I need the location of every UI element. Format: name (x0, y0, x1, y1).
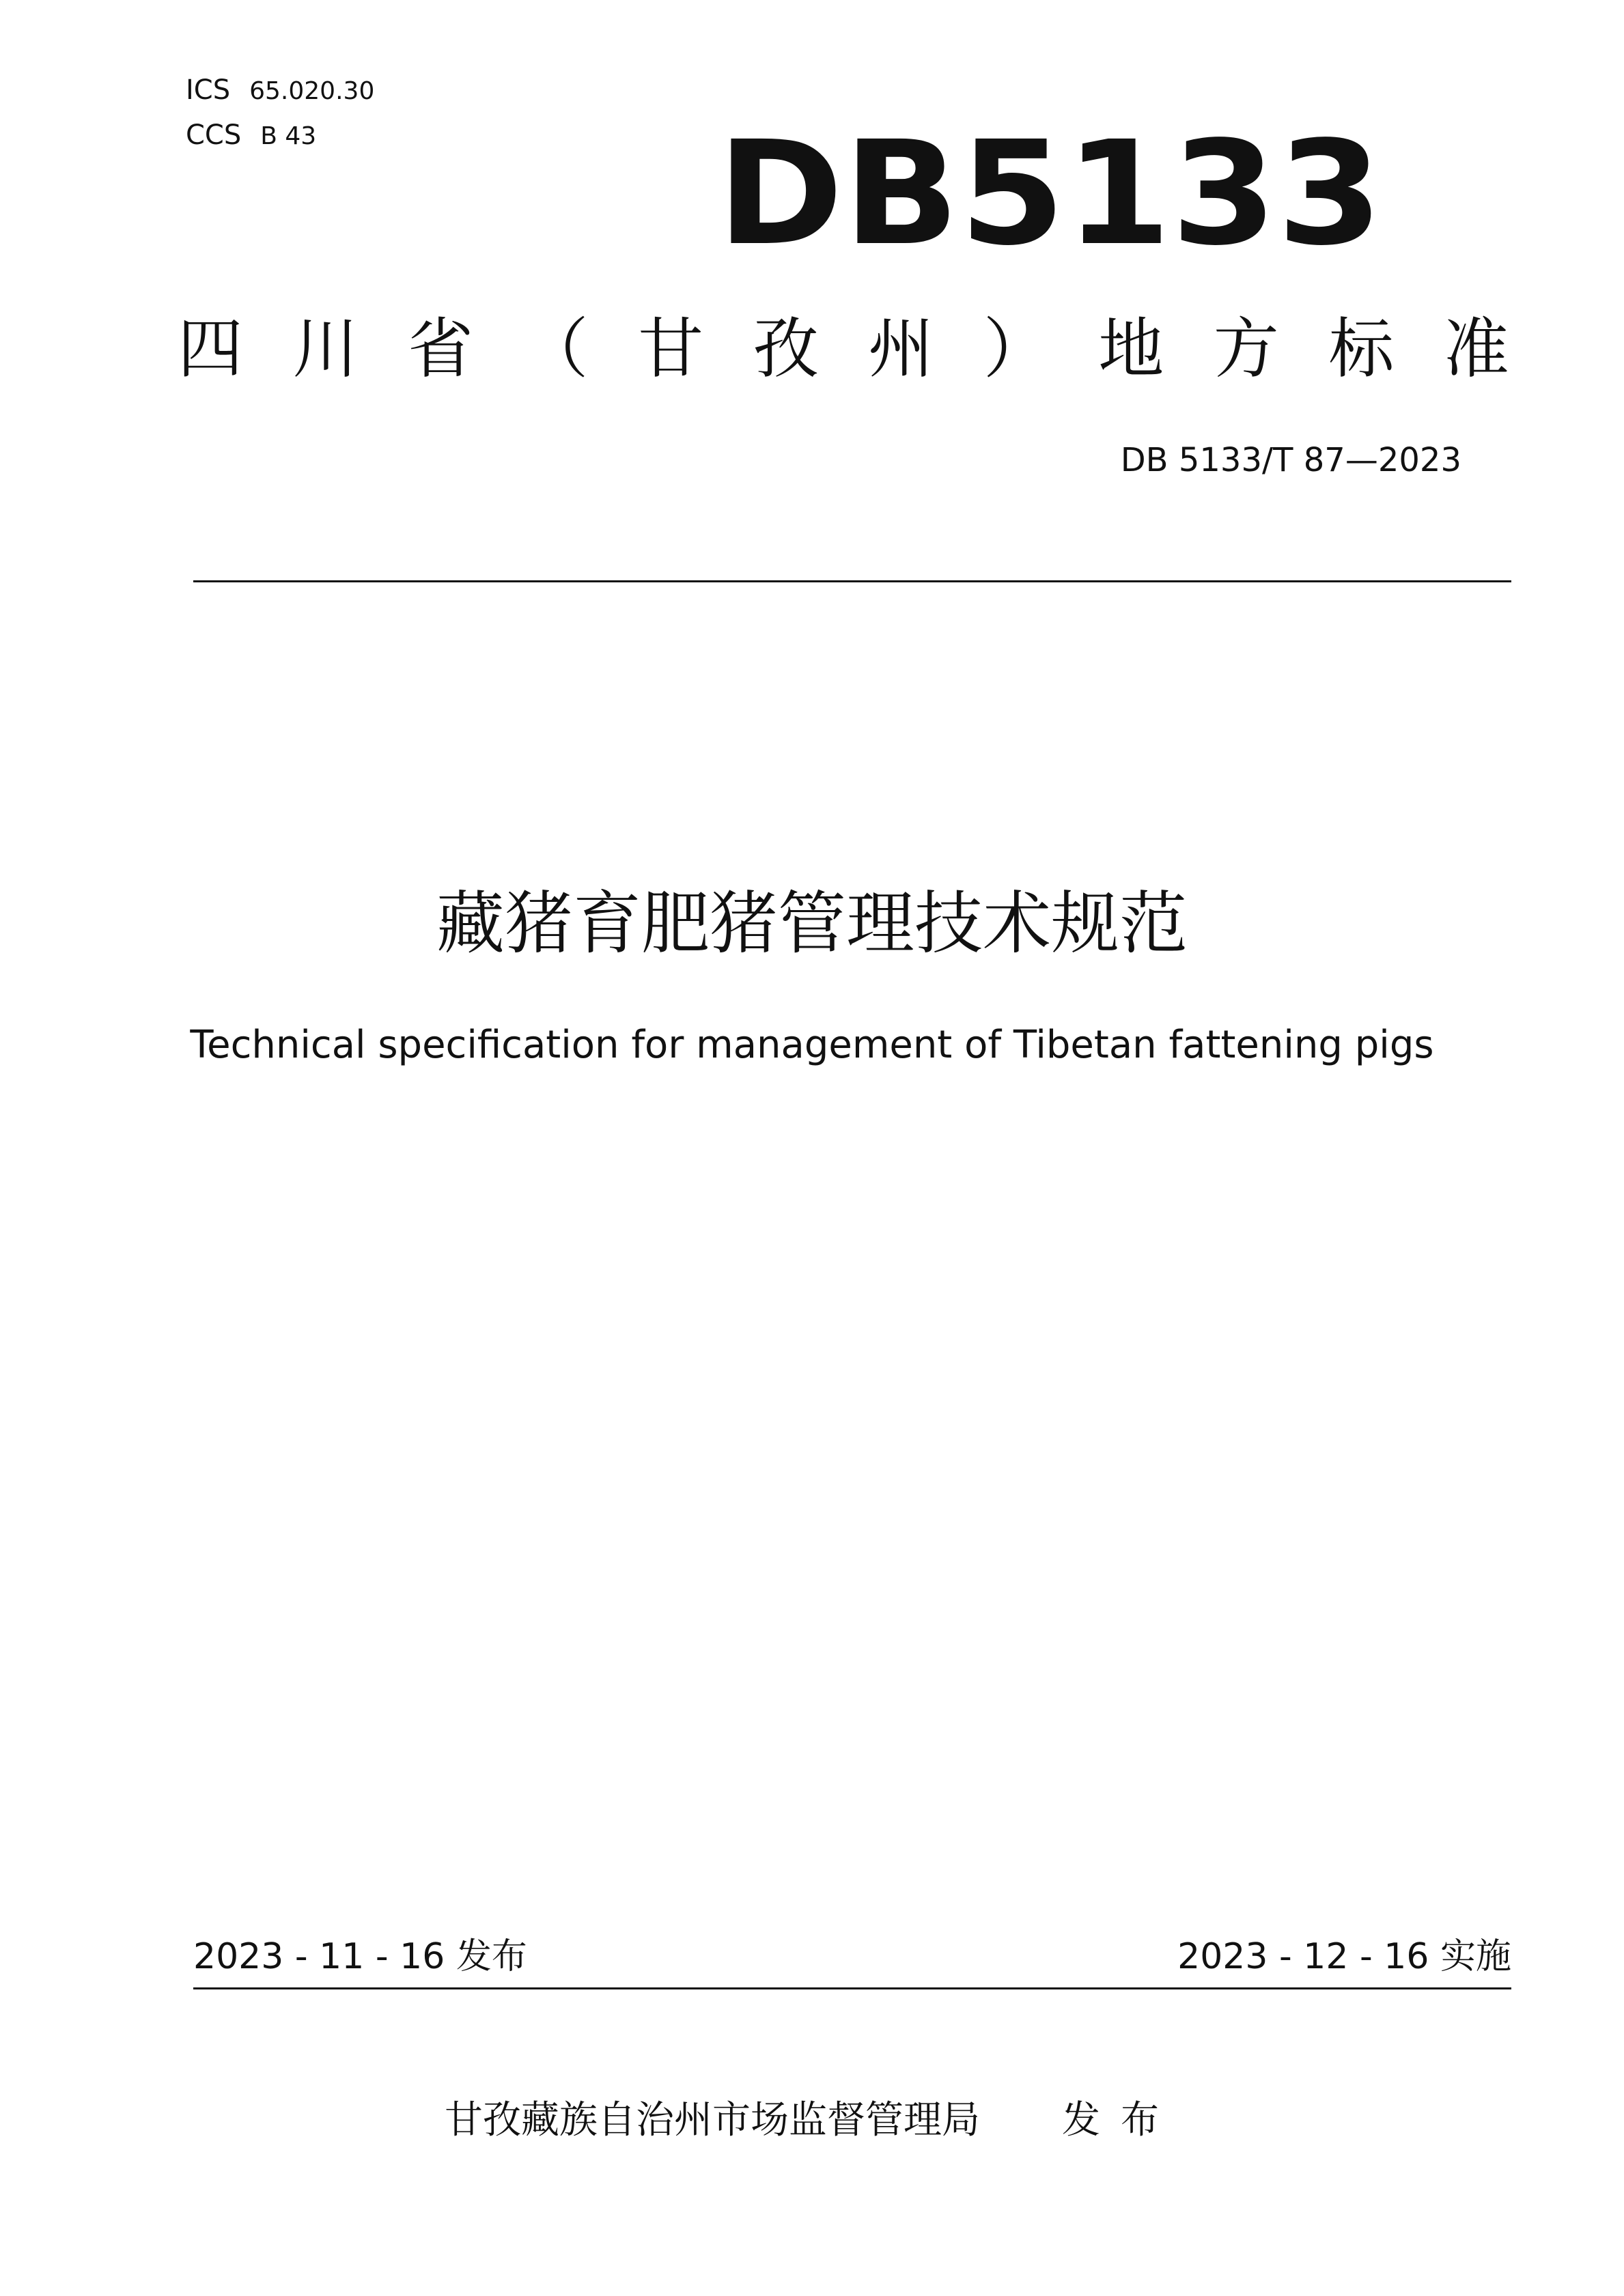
authority-char: 四 (178, 311, 243, 387)
authority-title (178, 311, 1509, 387)
ics-label: ICS (186, 74, 231, 106)
publish-date: 2023 - 11 - 16 发布 (193, 1936, 527, 1977)
document-title-en: Technical specification for management of Tibetan fattening pigs (190, 1023, 1434, 1067)
document-title-zh: 藏猪育肥猪管理技术规范 (436, 883, 1188, 963)
ics-classification (186, 76, 374, 104)
publisher-name: 甘孜藏族自治州市场监督管理局 (445, 2098, 980, 2142)
authority-char: ） (983, 311, 1049, 387)
authority-char: 孜 (753, 311, 819, 387)
ccs-code: B 43 (260, 122, 317, 150)
ccs-classification (186, 119, 317, 151)
db-logo (717, 128, 1386, 258)
implement-date: 2023 - 12 - 16 实施 (1177, 1936, 1511, 1977)
publish-word: 发布 (1062, 2098, 1179, 2142)
authority-char: 省 (408, 311, 474, 387)
authority-char: 方 (1213, 311, 1279, 387)
top-divider (193, 580, 1511, 582)
authority-char: 川 (292, 311, 359, 387)
ccs-label: CCS (186, 119, 242, 151)
standard-number: DB 5133/T 87—2023 (1120, 441, 1461, 479)
authority-char: 甘 (638, 311, 704, 387)
authority-char: 标 (1328, 311, 1395, 387)
db-logo-text: DB5133 (717, 128, 1383, 258)
authority-char: （ (522, 311, 589, 387)
date-divider (193, 1987, 1511, 1989)
ics-code: 65.020.30 (249, 77, 375, 105)
authority-char: 准 (1443, 311, 1509, 387)
publisher-line (0, 2098, 1624, 2142)
authority-char: 地 (1098, 311, 1164, 387)
authority-char: 州 (868, 311, 934, 387)
